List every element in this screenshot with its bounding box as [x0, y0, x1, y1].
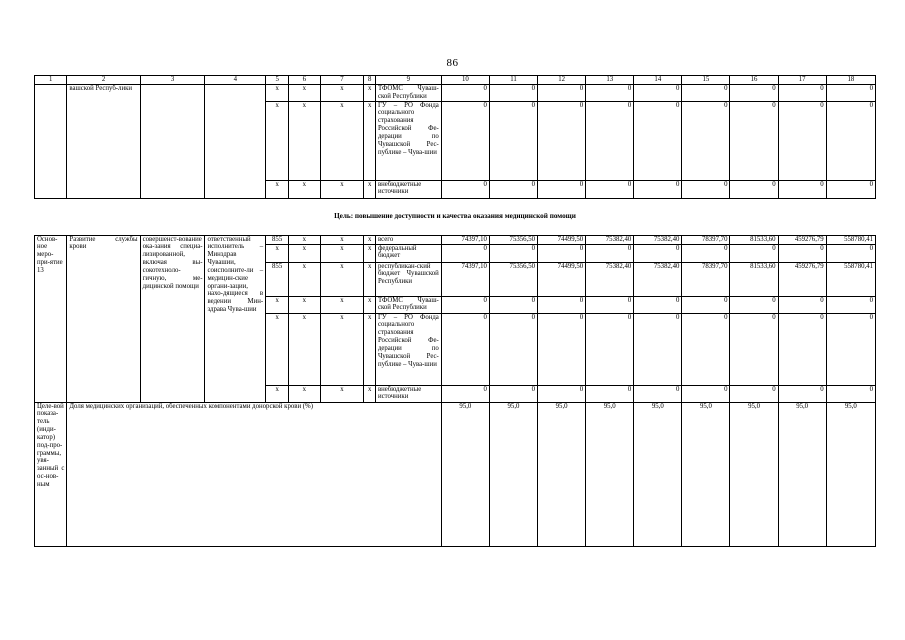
table-row [35, 235, 876, 244]
code-cell: x [289, 262, 320, 296]
indicator-value: 95,0 [778, 402, 826, 546]
value-cell: 0 [586, 85, 634, 102]
value-cell: 0 [489, 296, 537, 313]
code-cell: x [364, 101, 376, 180]
value-cell: 0 [826, 296, 875, 313]
value-cell: 0 [682, 101, 730, 180]
value-cell: 0 [634, 296, 682, 313]
code-cell: x [320, 101, 364, 180]
code-cell: x [266, 385, 289, 402]
value-cell: 459276,79 [778, 262, 826, 296]
code-cell: x [289, 296, 320, 313]
column-header: 2 [67, 76, 140, 85]
value-cell: 75356,50 [489, 235, 537, 244]
value-cell: 74397,10 [441, 262, 489, 296]
code-cell: x [364, 244, 376, 262]
value-cell: 0 [682, 385, 730, 402]
value-cell: 0 [489, 313, 537, 385]
funding-source: ГУ – РО Фонда социального страхования Российской Фе-дерации по Чувашской Рес-публике – Чува-шии [375, 101, 441, 180]
code-cell: x [266, 180, 289, 198]
funding-source: республикан-ский бюджет Чувашской Республики [375, 262, 441, 296]
value-cell: 0 [441, 296, 489, 313]
value-cell: 0 [778, 85, 826, 102]
column-header: 16 [730, 76, 778, 85]
value-cell: 0 [778, 101, 826, 180]
code-cell: x [320, 385, 364, 402]
value-cell: 0 [441, 385, 489, 402]
value-cell: 0 [441, 101, 489, 180]
value-cell: 0 [634, 244, 682, 262]
value-cell: 0 [730, 313, 778, 385]
value-cell: 0 [538, 180, 586, 198]
value-cell: 0 [682, 313, 730, 385]
column-header: 5 [266, 76, 289, 85]
code-cell: x [364, 262, 376, 296]
value-cell: 0 [586, 101, 634, 180]
event-executor: ответственный исполнитель – Минздрав Чувашии, соисполните-ли – медицин-ские органи-зации, нахо-дящиеся в ведении Мин-здрава Чува-шии [205, 235, 266, 402]
column-header: 6 [289, 76, 320, 85]
value-cell: 0 [538, 313, 586, 385]
label-cell [35, 85, 67, 199]
code-cell: 855 [266, 262, 289, 296]
value-cell: 0 [682, 296, 730, 313]
funding-source: ГУ – РО Фонда социального страхования Российской Фе-дерации по Чувашской Рес-публике – Чува-шии [375, 313, 441, 385]
value-cell: 0 [826, 101, 875, 180]
column-header: 11 [489, 76, 537, 85]
code-cell: x [364, 313, 376, 385]
indicator-text: Доля медицинских организаций, обеспеченных компонентами донорской крови (%) [67, 402, 441, 546]
description-cell [140, 85, 205, 199]
value-cell: 0 [730, 385, 778, 402]
value-cell: 0 [826, 313, 875, 385]
value-cell: 78397,70 [682, 235, 730, 244]
code-cell: x [364, 180, 376, 198]
funding-source: ТФОМС Чуваш-ской Республики [375, 85, 441, 102]
value-cell: 0 [489, 244, 537, 262]
code-cell: x [320, 85, 364, 102]
event-name: Развитие службы крови [67, 235, 140, 402]
column-header: 13 [586, 76, 634, 85]
value-cell: 0 [489, 385, 537, 402]
value-cell: 558780,41 [826, 262, 875, 296]
value-cell: 0 [634, 85, 682, 102]
value-cell: 0 [682, 180, 730, 198]
value-cell: 0 [730, 180, 778, 198]
event-label: Основ-ное меро-при-ятие 13 [35, 235, 67, 402]
code-cell: x [289, 244, 320, 262]
value-cell: 75382,40 [586, 235, 634, 244]
value-cell: 0 [730, 85, 778, 102]
value-cell: 0 [538, 101, 586, 180]
value-cell: 0 [778, 385, 826, 402]
column-header: 14 [634, 76, 682, 85]
value-cell: 0 [778, 313, 826, 385]
indicator-value: 95,0 [730, 402, 778, 546]
code-cell: x [266, 313, 289, 385]
value-cell: 0 [441, 85, 489, 102]
indicator-value: 95,0 [441, 402, 489, 546]
column-header: 7 [320, 76, 364, 85]
indicator-value: 95,0 [586, 402, 634, 546]
value-cell: 0 [682, 244, 730, 262]
value-cell: 74397,10 [441, 235, 489, 244]
value-cell: 0 [826, 385, 875, 402]
value-cell: 0 [586, 385, 634, 402]
value-cell: 0 [778, 296, 826, 313]
page-number: 86 [446, 57, 459, 69]
value-cell: 74499,50 [538, 262, 586, 296]
budget-table [34, 75, 876, 547]
code-cell: x [289, 385, 320, 402]
value-cell: 0 [538, 85, 586, 102]
value-cell: 75382,40 [634, 235, 682, 244]
code-cell: x [320, 180, 364, 198]
code-cell: x [364, 296, 376, 313]
executor-cell [205, 85, 266, 199]
header-row [35, 76, 876, 85]
value-cell: 558780,41 [826, 235, 875, 244]
code-cell: x [364, 85, 376, 102]
value-cell: 0 [586, 296, 634, 313]
column-header: 8 [364, 76, 376, 85]
indicator-row [35, 402, 876, 546]
column-header: 15 [682, 76, 730, 85]
code-cell: x [289, 85, 320, 102]
table-row [35, 85, 876, 102]
value-cell: 0 [489, 180, 537, 198]
code-cell: x [289, 235, 320, 244]
value-cell: 0 [441, 244, 489, 262]
column-header: 1 [35, 76, 67, 85]
event-description: совершенст-вование ока-зания специа-лизированной, включая вы-сокотехноло-гичную, ме-дицинской помощи [140, 235, 205, 402]
code-cell: x [364, 235, 376, 244]
goal-row [35, 205, 876, 229]
funding-source: всего [375, 235, 441, 244]
value-cell: 0 [489, 101, 537, 180]
code-cell: x [320, 313, 364, 385]
funding-source: внебюджетные источники [375, 180, 441, 198]
value-cell: 0 [441, 313, 489, 385]
code-cell: x [320, 235, 364, 244]
value-cell: 0 [778, 180, 826, 198]
value-cell: 0 [634, 180, 682, 198]
funding-source: федеральный бюджет [375, 244, 441, 262]
code-cell: x [289, 101, 320, 180]
column-header: 18 [826, 76, 875, 85]
column-header: 17 [778, 76, 826, 85]
indicator-value: 95,0 [826, 402, 875, 546]
value-cell: 0 [634, 385, 682, 402]
value-cell: 0 [682, 85, 730, 102]
code-cell: x [266, 296, 289, 313]
indicator-value: 95,0 [538, 402, 586, 546]
value-cell: 0 [586, 180, 634, 198]
column-header: 9 [375, 76, 441, 85]
value-cell: 0 [634, 101, 682, 180]
code-cell: x [266, 244, 289, 262]
code-cell: x [320, 262, 364, 296]
value-cell: 0 [730, 244, 778, 262]
code-cell: x [289, 313, 320, 385]
value-cell: 75382,40 [586, 262, 634, 296]
value-cell: 0 [634, 313, 682, 385]
column-header: 10 [441, 76, 489, 85]
value-cell: 78397,70 [682, 262, 730, 296]
indicator-value: 95,0 [682, 402, 730, 546]
code-cell: x [266, 85, 289, 102]
value-cell: 0 [586, 313, 634, 385]
funding-source: ТФОМС Чуваш-ской Республики [375, 296, 441, 313]
value-cell: 0 [441, 180, 489, 198]
code-cell: 855 [266, 235, 289, 244]
value-cell: 75356,50 [489, 262, 537, 296]
code-cell: x [289, 180, 320, 198]
value-cell: 0 [778, 244, 826, 262]
value-cell: 81533,60 [730, 262, 778, 296]
column-header: 3 [140, 76, 205, 85]
value-cell: 0 [538, 244, 586, 262]
value-cell: 459276,79 [778, 235, 826, 244]
value-cell: 0 [489, 85, 537, 102]
value-cell: 0 [586, 244, 634, 262]
value-cell: 81533,60 [730, 235, 778, 244]
code-cell: x [266, 101, 289, 180]
code-cell: x [320, 244, 364, 262]
event-name-cell: вашской Респуб-лики [67, 85, 140, 199]
indicator-label: Целе-вой показа-тель (инди-катор) под-про-граммы, увя-занный с ос-нов-ным [35, 402, 67, 546]
indicator-value: 95,0 [489, 402, 537, 546]
value-cell: 0 [538, 296, 586, 313]
value-cell: 75382,40 [634, 262, 682, 296]
column-header: 4 [205, 76, 266, 85]
goal-title: Цель: повышение доступности и качества оказания медицинской помощи [334, 212, 576, 221]
value-cell: 0 [538, 385, 586, 402]
value-cell: 0 [730, 296, 778, 313]
value-cell: 0 [826, 244, 875, 262]
column-header: 12 [538, 76, 586, 85]
code-cell: x [320, 296, 364, 313]
value-cell: 0 [826, 180, 875, 198]
value-cell: 0 [826, 85, 875, 102]
value-cell: 74499,50 [538, 235, 586, 244]
funding-source: внебюджетные источники [375, 385, 441, 402]
value-cell: 0 [730, 101, 778, 180]
indicator-value: 95,0 [634, 402, 682, 546]
code-cell: x [364, 385, 376, 402]
